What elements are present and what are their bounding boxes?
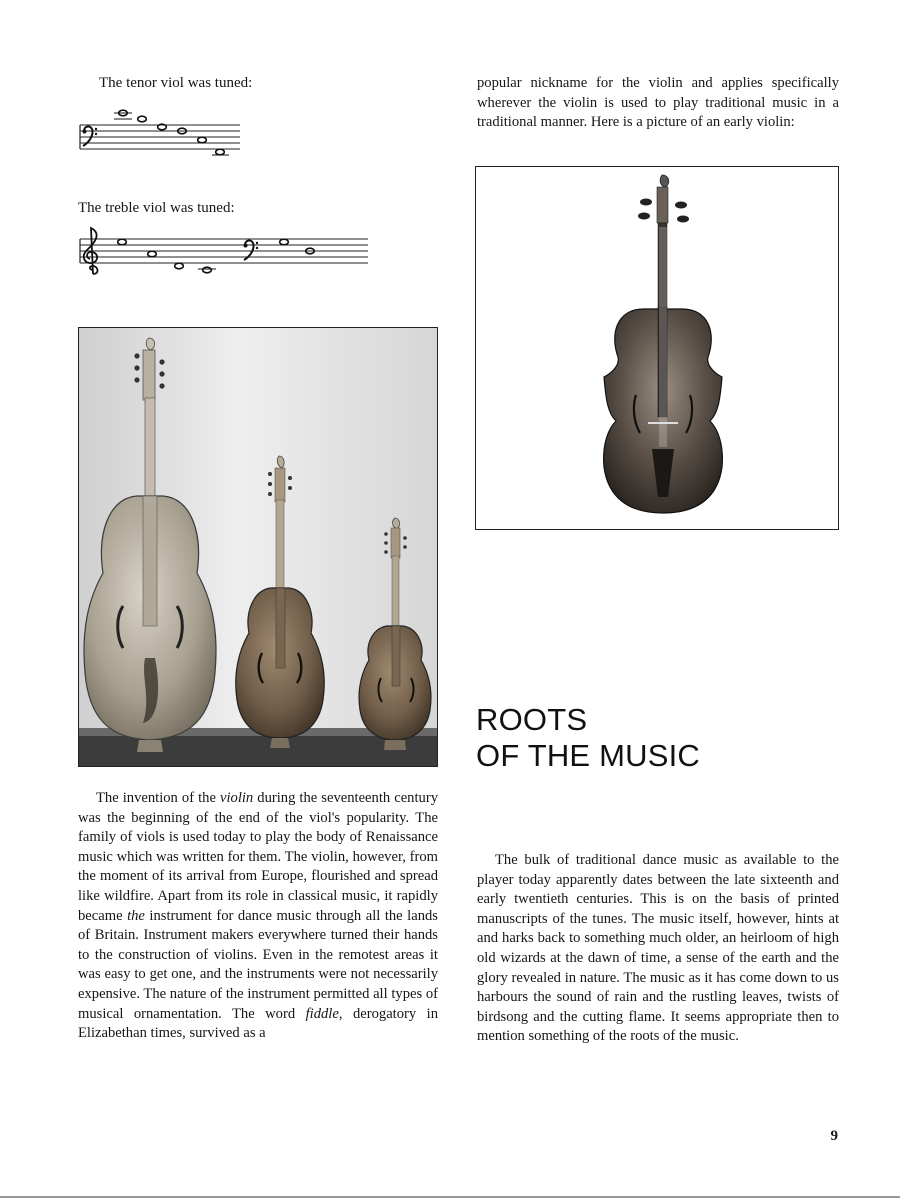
viols-photo	[78, 327, 438, 767]
text-run: , derogatory in Elizabethan times, survived as a	[78, 1005, 438, 1042]
emphasis-the: the	[127, 907, 145, 924]
heading-line-1: ROOTS	[476, 702, 588, 737]
text-run: instrument for dance music through all the lands of Britain. Instrument makers everywhere turned their hands to the construction of violins. Even in the remotest areas it was easy to get one, and the instruments were not necessarily expensive. The nature of the instrument permitted all types of musical ornamentation. The word	[78, 907, 438, 1022]
page-number: 9	[830, 1128, 838, 1144]
violin-image	[604, 175, 723, 513]
tenor-notes	[114, 110, 229, 155]
text-run: The invention of the	[96, 790, 220, 806]
page-edge-divider	[0, 1196, 900, 1198]
section-heading	[476, 702, 700, 774]
tenor-viol-staff	[78, 100, 243, 162]
treble-notes	[118, 239, 216, 273]
text-run: during the seventeenth century was the beginning of the end of the viol's popularity. The family of viols is used today to play the body of Renaissance music which was written for them. The violin, however, from the moment of its arrival from Europe, flourished and spread like wildfire. Apart from its role in classical music, it rapidly became	[78, 790, 438, 924]
violin-history-paragraph	[78, 789, 438, 1044]
roots-paragraph	[477, 851, 839, 1047]
treble-viol-staff	[78, 222, 373, 284]
heading-line-2: OF THE MUSIC	[476, 738, 701, 773]
emphasis-fiddle: fiddle	[305, 1005, 339, 1022]
emphasis-violin: violin	[219, 790, 254, 806]
tenor-viol-caption: The tenor viol was tuned:	[99, 75, 253, 91]
early-violin-photo	[475, 166, 839, 530]
violin-nickname-paragraph: popular nickname for the violin and applies specifically wherever the violin is used to play traditional music in a traditional manner. Here is a picture of an early violin:	[477, 75, 839, 131]
text-run: The bulk of traditional dance music as available to the player today apparently dates between the late sixteenth and early twentieth centuries. This is on the basis of printed manuscripts of the tunes. The music itself, however, hints at and harks back to something much older, an heirloom of high old wizards at the dawn of time, a sense of the earth and the glory revealed in nature. The music as it has come down to us harbours the sound of rain and the rustling leaves, twists of birdsong and the cutting flame. It seems appropriate then to mention something of the roots of the music.	[477, 852, 839, 1045]
treble-viol-caption: The treble viol was tuned:	[78, 200, 235, 216]
